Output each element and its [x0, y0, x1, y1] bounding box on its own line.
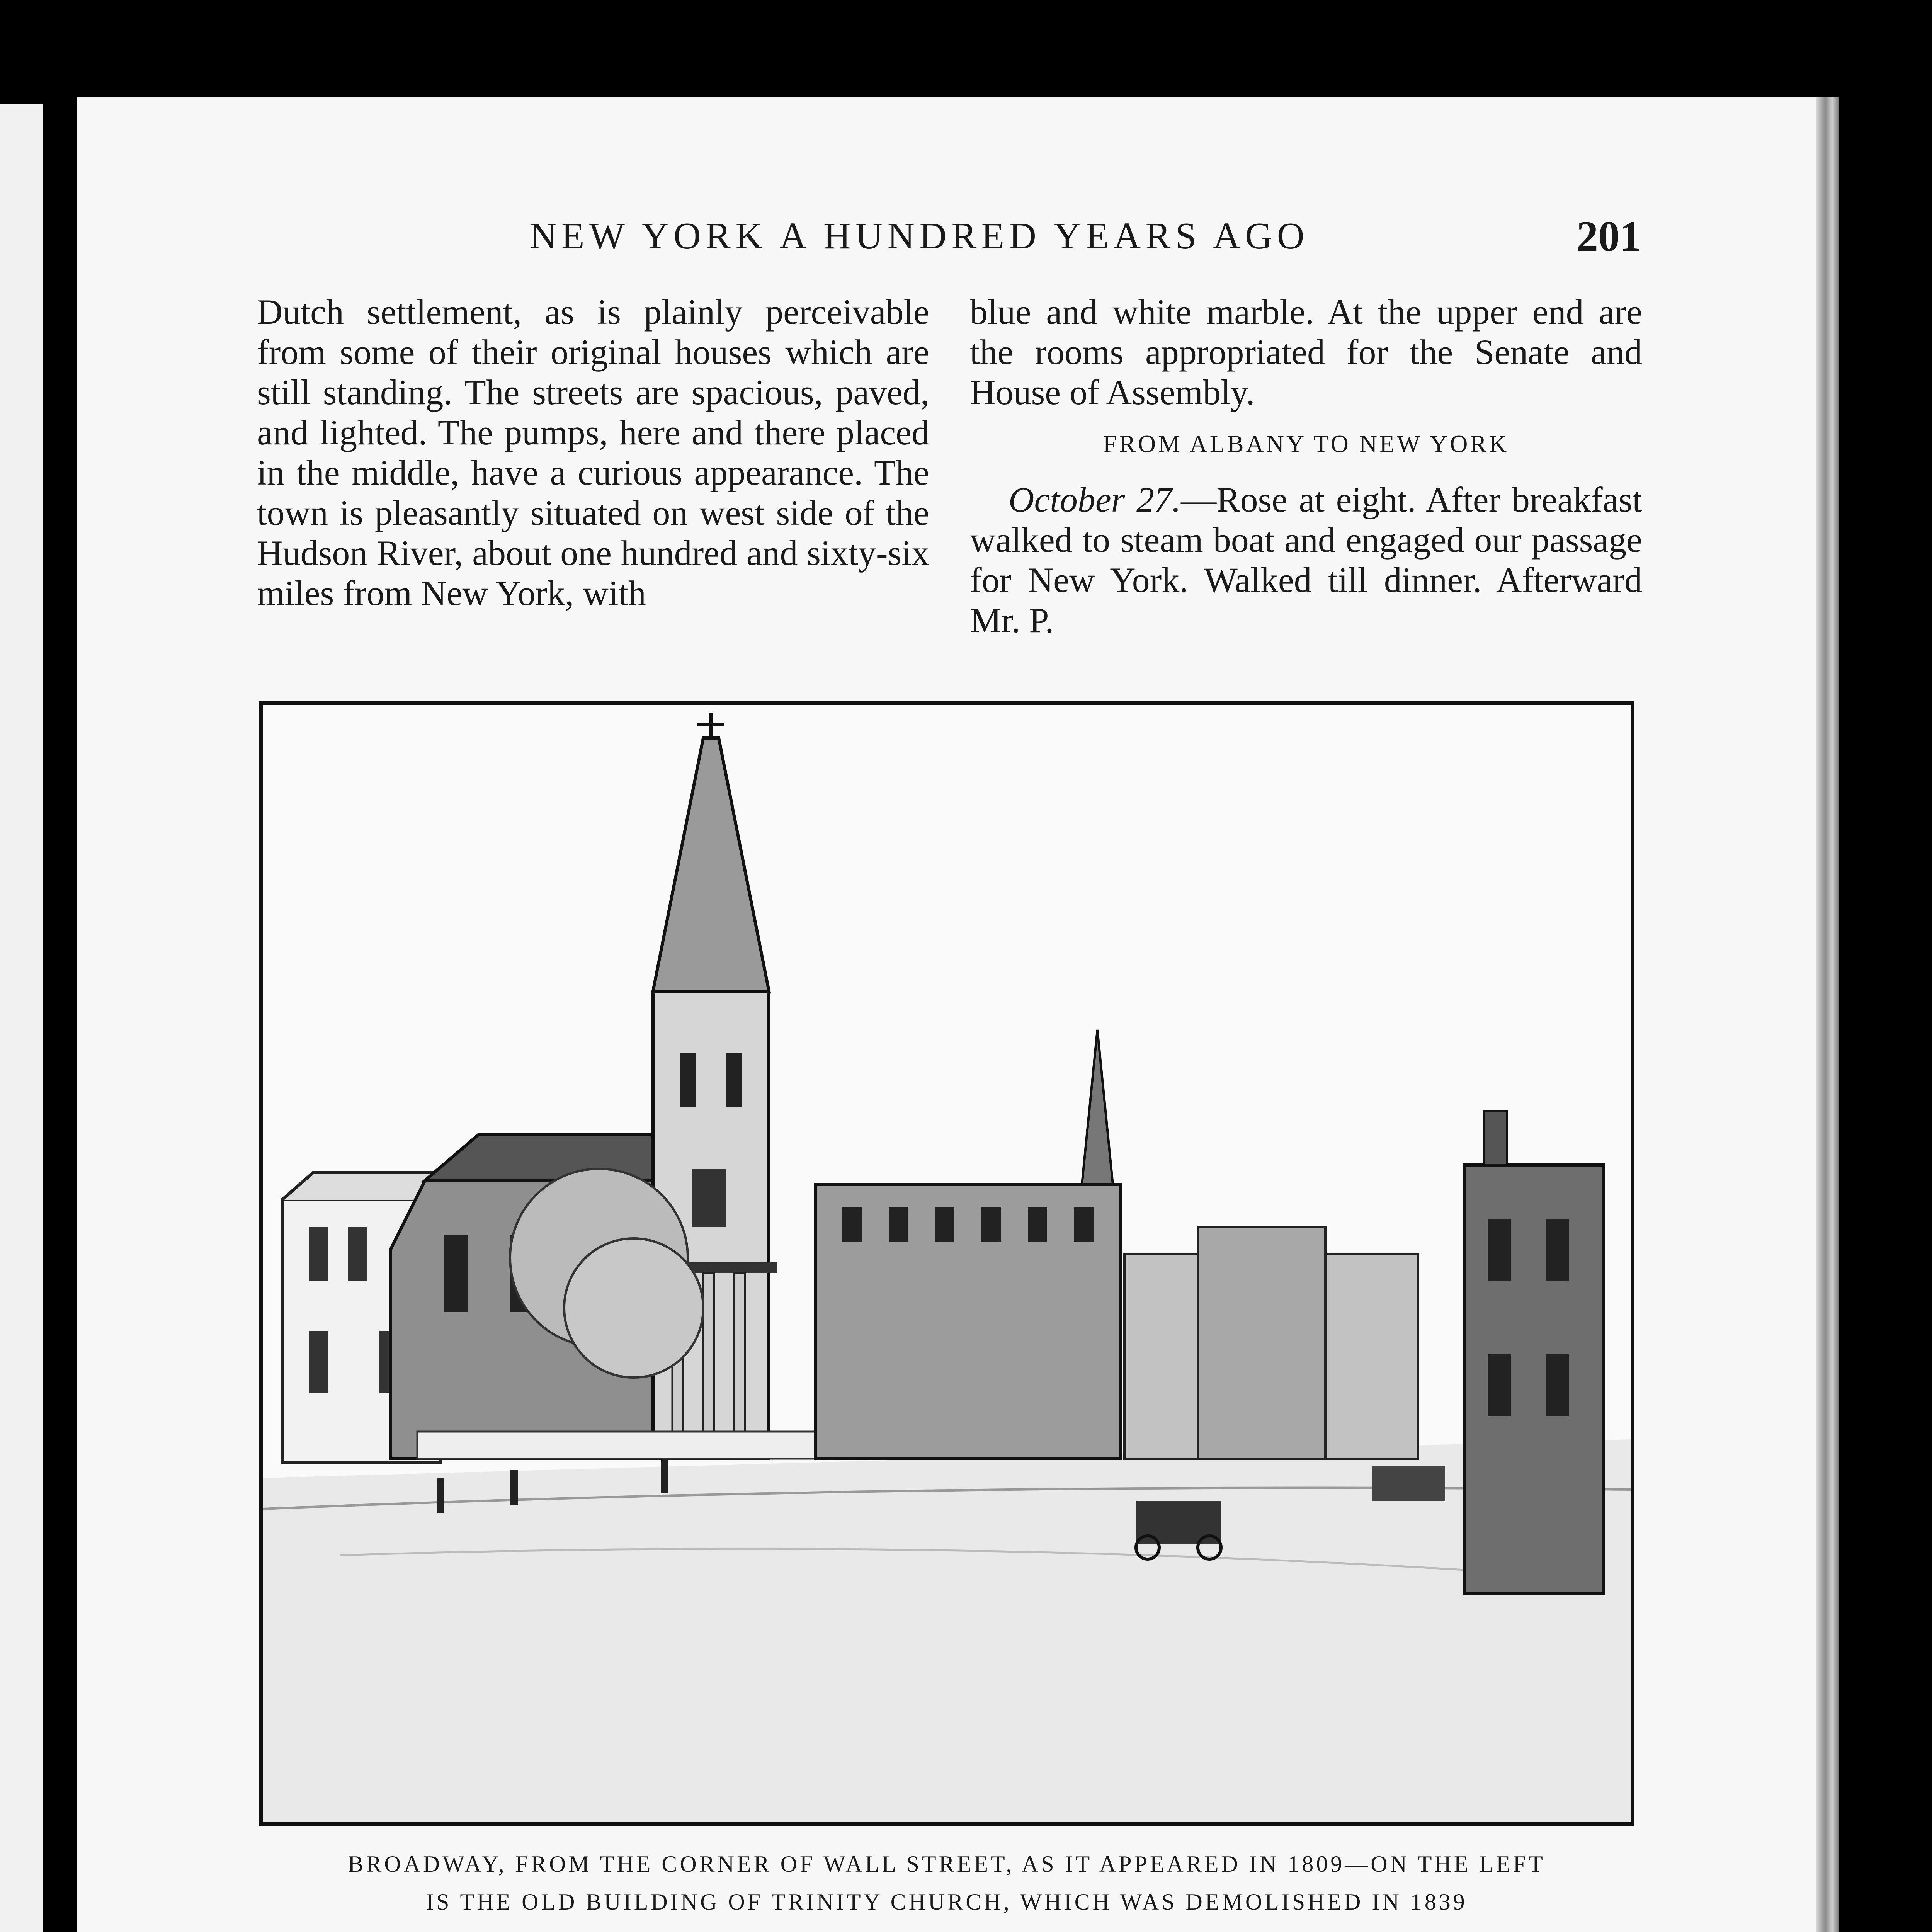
column-top-left [257, 292, 929, 613]
facing-page-edge [0, 104, 43, 1932]
section-subhead: FROM ALBANY TO NEW YORK [1103, 430, 1509, 457]
paragraph: Dutch settlement, as is plainly perceivable from some of their original houses which are still standing. The streets are spacious, paved, and lighted. The pumps, here and there placed in the middle, have a curious appearance. The town is pleasantly situated on west side of the Hudson River, about one hundred and sixty-six miles from New York, with [257, 292, 929, 613]
caption-line: IS THE OLD BUILDING OF TRINITY CHURCH, WHICH WAS DEMOLISHED IN 1839 [426, 1889, 1468, 1915]
paragraph-text: —Rose at eight. After breakfast walked to steam boat and engaged our passage for New York. Walked till dinner. Afterward Mr. P. [970, 480, 1642, 640]
page-stack-edge [1816, 97, 1839, 1932]
page-number: 201 [1577, 213, 1641, 260]
column-top-right [970, 292, 1642, 640]
illustration-frame [259, 701, 1634, 1826]
running-head: NEW YORK A HUNDRED YEARS AGO [529, 215, 1309, 257]
caption-line: BROADWAY, FROM THE CORNER OF WALL STREET, AS IT APPEARED IN 1809—ON THE LEFT [348, 1851, 1546, 1877]
paragraph [970, 480, 1642, 640]
broadway-engraving [263, 705, 1631, 1822]
paragraph: blue and white marble. At the upper end are the rooms appropriated for the Senate and House of Assembly. [970, 292, 1642, 412]
diary-date: October 27. [1009, 480, 1181, 519]
figure-caption [251, 1845, 1642, 1921]
